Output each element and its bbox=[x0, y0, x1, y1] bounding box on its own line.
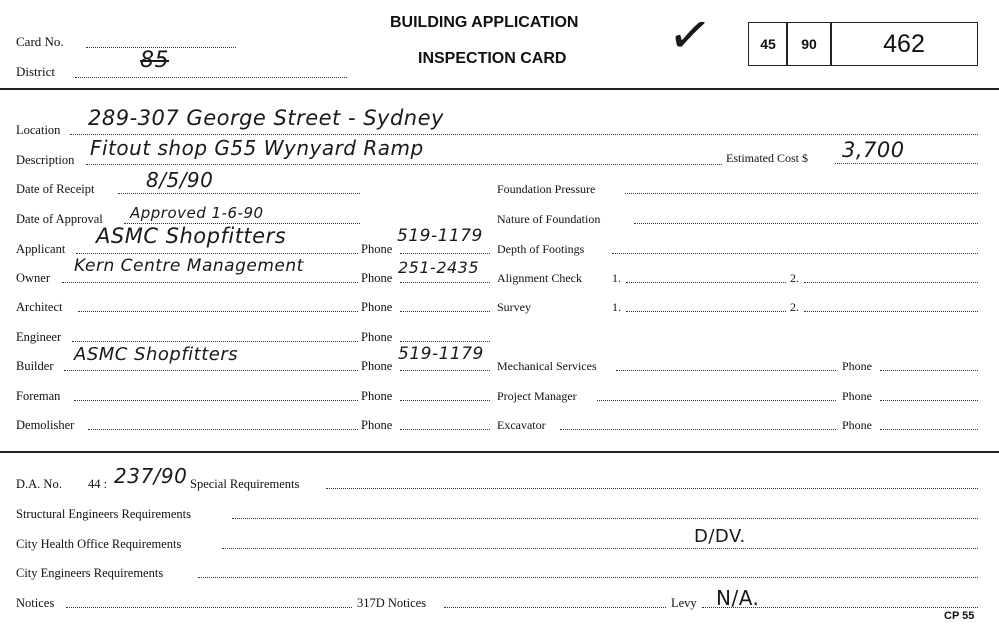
survey-label: Survey bbox=[497, 300, 531, 314]
date-of-receipt-value: 8/5/90 bbox=[146, 168, 214, 192]
owner-phone-line bbox=[400, 281, 490, 283]
special-requirements-line bbox=[326, 487, 978, 489]
demolisher-phone-line bbox=[400, 428, 490, 430]
mechanical-services-phone-label: Phone bbox=[842, 359, 872, 373]
alignment-check-label: Alignment Check bbox=[497, 271, 582, 285]
structural-engineers-label: Structural Engineers Requirements bbox=[16, 507, 191, 521]
demolisher-label: Demolisher bbox=[16, 418, 75, 432]
description-line bbox=[86, 163, 722, 165]
date-of-receipt-line bbox=[118, 192, 360, 194]
code-box-3: 462 bbox=[830, 22, 978, 66]
structural-engineers-line bbox=[232, 517, 978, 519]
survey-line2 bbox=[804, 310, 978, 312]
nature-of-foundation-label: Nature of Foundation bbox=[497, 212, 601, 226]
date-of-approval-value: Approved 1-6-90 bbox=[130, 204, 264, 222]
foreman-phone-label: Phone bbox=[361, 389, 393, 403]
estimated-cost-label: Estimated Cost $ bbox=[726, 151, 808, 165]
date-of-receipt-label: Date of Receipt bbox=[16, 182, 95, 196]
project-manager-phone-label: Phone bbox=[842, 389, 872, 403]
city-health-label: City Health Office Requirements bbox=[16, 537, 182, 551]
district-value: 85 bbox=[140, 48, 169, 73]
city-engineers-line bbox=[198, 576, 978, 578]
architect-phone-line bbox=[400, 310, 490, 312]
engineer-phone-label: Phone bbox=[361, 330, 393, 344]
special-requirements-label: Special Requirements bbox=[190, 477, 300, 491]
owner-value: Kern Centre Management bbox=[74, 256, 304, 276]
excavator-line bbox=[560, 428, 836, 430]
description-value: Fitout shop G55 Wynyard Ramp bbox=[90, 136, 424, 160]
applicant-phone-value: 519-1179 bbox=[397, 226, 483, 246]
builder-phone-label: Phone bbox=[361, 359, 393, 373]
location-line bbox=[70, 133, 978, 135]
header-divider bbox=[0, 88, 999, 90]
owner-label: Owner bbox=[16, 271, 51, 285]
alignment-check-line1 bbox=[626, 281, 786, 283]
engineer-line bbox=[72, 340, 358, 342]
estimated-cost-value: 3,700 bbox=[842, 138, 905, 162]
owner-line bbox=[62, 281, 358, 283]
main-divider bbox=[0, 451, 999, 453]
code-box-1: 45 bbox=[748, 22, 788, 66]
notices-label: Notices bbox=[16, 596, 55, 610]
da-prefix: 44 : bbox=[88, 477, 108, 491]
builder-line bbox=[64, 369, 358, 371]
foundation-pressure-label: Foundation Pressure bbox=[497, 182, 596, 196]
district-line bbox=[75, 76, 347, 78]
architect-line bbox=[78, 310, 358, 312]
estimated-cost-line bbox=[835, 162, 978, 164]
foreman-label: Foreman bbox=[16, 389, 61, 403]
excavator-phone-label: Phone bbox=[842, 418, 872, 432]
engineer-phone-line bbox=[400, 340, 490, 342]
builder-value: ASMC Shopfitters bbox=[74, 344, 239, 365]
excavator-label: Excavator bbox=[497, 418, 546, 432]
demolisher-phone-label: Phone bbox=[361, 418, 393, 432]
notices-317d-line bbox=[444, 606, 666, 608]
form-title-line1: BUILDING APPLICATION bbox=[390, 14, 579, 31]
form-title-line2: INSPECTION CARD bbox=[418, 50, 567, 67]
alignment-check-num2: 2. bbox=[790, 271, 799, 285]
depth-of-footings-line bbox=[612, 252, 978, 254]
location-value: 289-307 George Street - Sydney bbox=[88, 106, 444, 130]
builder-label: Builder bbox=[16, 359, 54, 373]
levy-label: Levy bbox=[671, 596, 697, 610]
foreman-line bbox=[74, 399, 358, 401]
survey-num1: 1. bbox=[612, 300, 621, 314]
code-box-2: 90 bbox=[786, 22, 832, 66]
depth-of-footings-label: Depth of Footings bbox=[497, 242, 585, 256]
survey-line1 bbox=[626, 310, 786, 312]
applicant-line bbox=[76, 252, 358, 254]
date-of-approval-label: Date of Approval bbox=[16, 212, 103, 226]
builder-phone-value: 519-1179 bbox=[398, 344, 484, 364]
architect-phone-label: Phone bbox=[361, 300, 393, 314]
architect-label: Architect bbox=[16, 300, 63, 314]
notices-317d-label: 317D Notices bbox=[357, 596, 427, 610]
mechanical-services-phone-line bbox=[880, 369, 978, 371]
card-no-label: Card No. bbox=[16, 34, 64, 49]
applicant-value: ASMC Shopfitters bbox=[96, 224, 287, 248]
da-number-value: 237/90 bbox=[114, 464, 188, 488]
mechanical-services-line bbox=[616, 369, 836, 371]
district-label: District bbox=[16, 64, 55, 79]
engineer-label: Engineer bbox=[16, 330, 62, 344]
applicant-label: Applicant bbox=[16, 242, 66, 256]
project-manager-phone-line bbox=[880, 399, 978, 401]
check-mark-icon: ✓ bbox=[664, 3, 717, 69]
description-label: Description bbox=[16, 153, 75, 167]
applicant-phone-label: Phone bbox=[361, 242, 393, 256]
notices-line bbox=[66, 606, 352, 608]
city-engineers-label: City Engineers Requirements bbox=[16, 566, 164, 580]
city-health-value: D/DV. bbox=[694, 526, 746, 547]
nature-of-foundation-line bbox=[634, 222, 978, 224]
excavator-phone-line bbox=[880, 428, 978, 430]
owner-phone-value: 251-2435 bbox=[398, 258, 480, 277]
project-manager-label: Project Manager bbox=[497, 389, 577, 403]
mechanical-services-label: Mechanical Services bbox=[497, 359, 597, 373]
foreman-phone-line bbox=[400, 399, 490, 401]
demolisher-line bbox=[88, 428, 358, 430]
foundation-pressure-line bbox=[625, 192, 978, 194]
da-no-label: D.A. No. bbox=[16, 477, 62, 491]
survey-num2: 2. bbox=[790, 300, 799, 314]
alignment-check-line2 bbox=[804, 281, 978, 283]
alignment-check-num1: 1. bbox=[612, 271, 621, 285]
levy-value: N/A. bbox=[716, 586, 760, 610]
form-code: CP 55 bbox=[944, 610, 975, 622]
location-label: Location bbox=[16, 123, 61, 137]
city-health-line bbox=[222, 547, 978, 549]
owner-phone-label: Phone bbox=[361, 271, 393, 285]
builder-phone-line bbox=[400, 369, 490, 371]
project-manager-line bbox=[597, 399, 836, 401]
applicant-phone-line bbox=[400, 252, 490, 254]
